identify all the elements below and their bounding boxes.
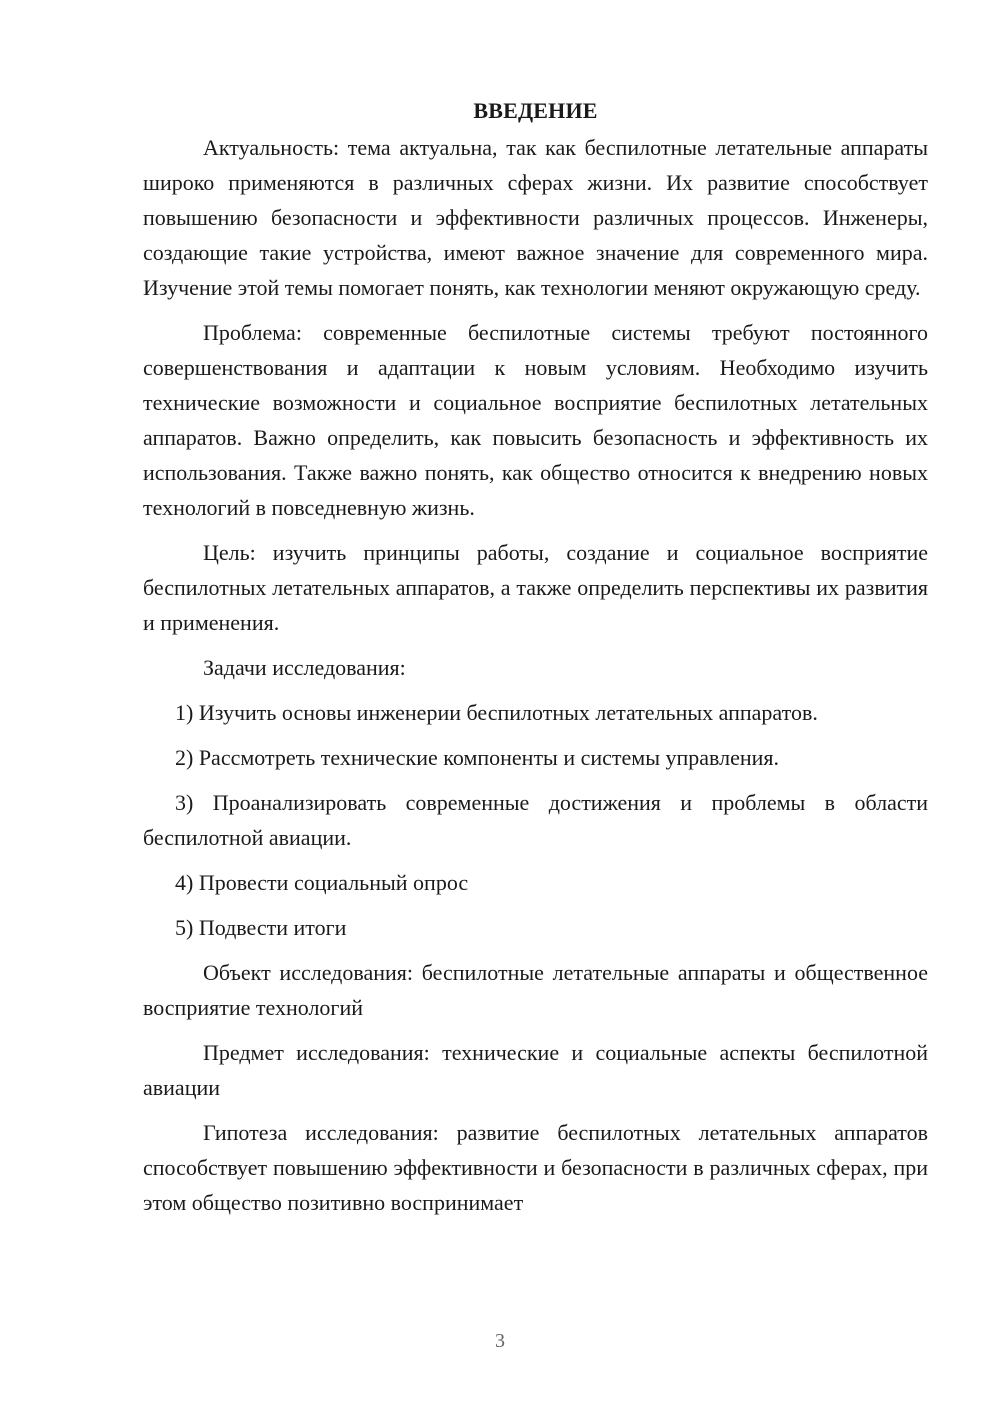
task-item-3: 3) Проанализировать современные достижения и проблемы в области беспилотной авиации.	[143, 790, 928, 850]
paragraph-relevance: Актуальность: тема актуальна, так как беспилотные летательные аппараты широко применяются в различных сферах жизни. Их развитие способствует повышению безопасности и эффективности различных процессов. Инженеры, создающие такие устройства, имеют важное значение для современного мира. Изучение этой темы помогает понять, как технологии меняют окружающую среду.	[143, 135, 928, 300]
page-title: ВВЕДЕНИЕ	[473, 98, 598, 123]
paragraph-hypothesis: Гипотеза исследования: развитие беспилотных летательных аппаратов способствует повышению эффективности и безопасности в различных сферах, при этом общество позитивно воспринимает	[143, 1120, 928, 1215]
paragraph-object: Объект исследования: беспилотные летательные аппараты и общественное восприятие технологий	[143, 960, 928, 1020]
paragraph-goal: Цель: изучить принципы работы, создание и социальное восприятие беспилотных летательных аппаратов, а также определить перспективы их развития и применения.	[143, 540, 928, 635]
paragraph-subject: Предмет исследования: технические и социальные аспекты беспилотной авиации	[143, 1040, 928, 1100]
paragraph-problem: Проблема: современные беспилотные системы требуют постоянного совершенствования и адаптации к новым условиям. Необходимо изучить технические возможности и социальное восприятие беспилотных летательных аппаратов. Важно определить, как повысить безопасность и эффективность их использования. Также важно понять, как общество относится к внедрению новых технологий в повседневную жизнь.	[143, 320, 928, 520]
page-content	[143, 93, 928, 1220]
task-item-4: 4) Провести социальный опрос	[175, 870, 469, 895]
page-number: 3	[495, 1330, 505, 1352]
task-item-1: 1) Изучить основы инженерии беспилотных летательных аппаратов.	[175, 700, 818, 725]
paragraph-tasks-heading: Задачи исследования:	[203, 655, 406, 680]
task-item-2: 2) Рассмотреть технические компоненты и системы управления.	[175, 745, 780, 770]
task-item-5: 5) Подвести итоги	[175, 915, 347, 940]
